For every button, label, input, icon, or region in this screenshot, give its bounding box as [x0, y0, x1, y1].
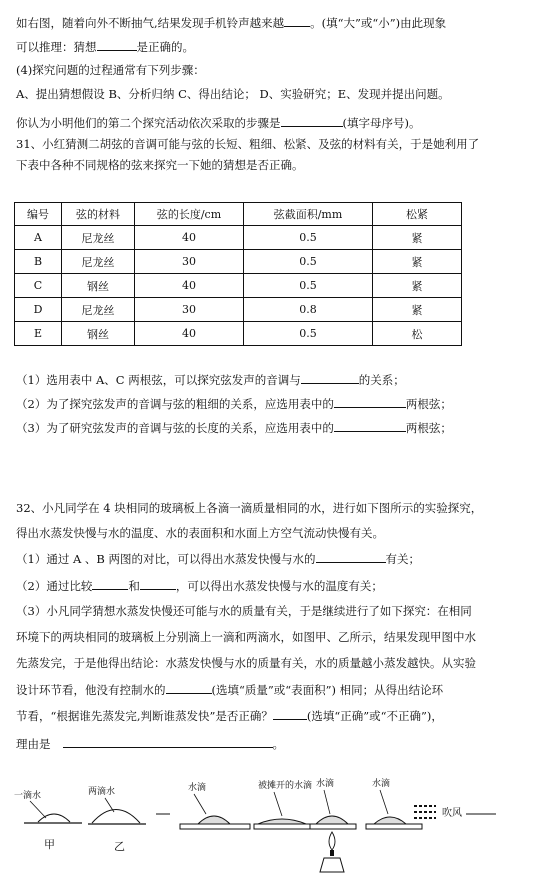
- q31-part-3-text-a: （3）为了研究弦发声的音调与弦的长度的关系，应选用表中的: [16, 421, 334, 435]
- table-row: [15, 322, 462, 346]
- line-2-text-b: 是正确的。: [136, 40, 194, 54]
- table-cell: E: [15, 322, 62, 346]
- table-header: 弦截面积/mm: [244, 203, 373, 226]
- table-header-row: [15, 203, 462, 226]
- line-4: A、提出猜想假设 B、分析归纳 C、得出结论； D、实验研究；E、发现并提出问题。: [16, 87, 450, 101]
- drop-a-icon: [198, 816, 230, 824]
- drop-d-icon: [374, 817, 406, 824]
- label-one-drop: 一滴水: [14, 791, 42, 801]
- q32-part-3-e-text-a: 节看，“根据谁先蒸发完,判断谁蒸发快”是否正确？: [16, 709, 273, 723]
- table-cell: 40: [135, 274, 244, 298]
- answer-blank-q31-2[interactable]: [334, 395, 406, 408]
- line-2: [16, 38, 194, 55]
- q32-part-2-text-c: ，可以得出水蒸发快慢与水的温度有关；: [175, 579, 383, 593]
- q31-part-2: [16, 395, 452, 412]
- table-cell: 尼龙丝: [62, 298, 135, 322]
- q32-part-1: [16, 550, 420, 567]
- answer-blank-loudness[interactable]: [284, 14, 310, 27]
- q32-part-3-e: [16, 707, 443, 724]
- leader-line-one-drop: [30, 801, 46, 818]
- q32-part-2-text-b: 和: [128, 579, 140, 593]
- line-1-text-a: 如右图，随着向外不断抽气,结果发现手机铃声越来越: [16, 16, 285, 30]
- answer-blank-q32-1[interactable]: [316, 550, 386, 563]
- table-cell: 0.5: [244, 322, 373, 346]
- glass-plate-b: [254, 824, 314, 829]
- q31-line-b: 下表中各种不同规格的弦来探究一下她的猜想是否正确。: [16, 158, 304, 172]
- glass-plate-a: [180, 824, 250, 829]
- answer-blank-q32-3a[interactable]: [166, 681, 212, 694]
- table-cell: D: [15, 298, 62, 322]
- q32-part-3-b: 环境下的两块相同的玻璃板上分别滴上一滴和两滴水，如图甲、乙所示，结果发现甲图中水: [16, 630, 476, 644]
- line-1-text-b: 。(填“大”或“小”)由此现象: [310, 16, 447, 30]
- label-water-drop-a: 水滴: [188, 783, 207, 793]
- q32-part-3-c: 先蒸发完，于是他得出结论：水蒸发快慢与水的质量有关，水的质量越小蒸发越快。从实验: [16, 656, 476, 670]
- table-cell: 尼龙丝: [62, 250, 135, 274]
- table-cell: C: [15, 274, 62, 298]
- q31-line-a: 31、小红猜测二胡弦的音调可能与弦的长短、粗细、松紧、及弦的材料有关，于是她利用了: [16, 137, 480, 151]
- label-two-drops: 两滴水: [88, 787, 116, 797]
- answer-blank-q32-3b[interactable]: [273, 707, 307, 720]
- wind-arrows-icon: [414, 806, 436, 818]
- answer-blank-hypothesis[interactable]: [97, 38, 137, 51]
- answer-blank-q31-3[interactable]: [334, 419, 406, 432]
- q32-part-3-f-text-a: 理由是: [16, 737, 51, 751]
- q31-part-1-text-b: 的关系；: [358, 373, 405, 387]
- leader-line-b: [274, 792, 282, 816]
- table-cell: 0.8: [244, 298, 373, 322]
- table-cell: B: [15, 250, 62, 274]
- leader-line-c: [324, 790, 330, 814]
- alcohol-lamp-icon: [320, 858, 344, 872]
- lamp-wick-icon: [330, 850, 334, 856]
- single-drop-icon: [38, 814, 70, 822]
- drop-c-icon: [316, 816, 348, 824]
- q32-part-1-text-a: （1）通过 A 、B 两图的对比，可以得出水蒸发快慢与水的: [16, 552, 316, 566]
- line-3: (4)探究问题的过程通常有下列步骤：: [16, 63, 205, 77]
- q32-part-3-e-text-b: (选填“正确”或“不正确”)，: [306, 709, 443, 723]
- table-row: [15, 226, 462, 250]
- q32-part-3-d-text-b: (选填“质量”或“表面积”) 相同；从得出结论环: [211, 683, 444, 697]
- label-wind: 吹风: [442, 808, 462, 819]
- q32-part-3-d-text-a: 设计环节看，他没有控制水的: [16, 683, 166, 697]
- answer-blank-q32-2b[interactable]: [140, 577, 176, 590]
- table-cell: 40: [135, 322, 244, 346]
- table-cell: 尼龙丝: [62, 226, 135, 250]
- table-header: 松紧: [373, 203, 462, 226]
- table-cell: 30: [135, 298, 244, 322]
- q31-part-3-text-b: 两根弦；: [405, 421, 452, 435]
- line-1: [16, 14, 446, 31]
- glass-plate-d: [366, 824, 422, 829]
- line-5: [16, 114, 420, 131]
- q32-part-3-a: （3）小凡同学猜想水蒸发快慢还可能与水的质量有关，于是继续进行了如下探究：在相同: [16, 604, 472, 618]
- leader-line-d: [380, 790, 388, 814]
- q32-line-b: 得出水蒸发快慢与水的温度、水的表面积和水面上方空气流动快慢有关。: [16, 526, 384, 540]
- q31-part-3: [16, 419, 452, 436]
- label-spread-drop: 被摊开的水滴: [258, 781, 313, 791]
- q32-part-2-text-a: （2）通过比较: [16, 579, 93, 593]
- table-cell: 0.5: [244, 274, 373, 298]
- table-row: [15, 250, 462, 274]
- table-cell: 钢丝: [62, 274, 135, 298]
- table-cell: 紧: [373, 298, 462, 322]
- label-water-drop-d: 水滴: [372, 779, 391, 789]
- table-cell: 0.5: [244, 250, 373, 274]
- table-header: 编号: [15, 203, 62, 226]
- table-header: 弦的长度/cm: [135, 203, 244, 226]
- q31-part-1-text-a: （1）选用表中 A、C 两根弦，可以探究弦发声的音调与: [16, 373, 301, 387]
- table-cell: 40: [135, 226, 244, 250]
- answer-blank-q32-3c[interactable]: [63, 735, 273, 748]
- line-2-text-a: 可以推理：猜想: [16, 40, 97, 54]
- leader-line-a: [194, 794, 206, 814]
- evaporation-figure: [10, 768, 530, 880]
- answer-blank-q31-1[interactable]: [301, 371, 359, 384]
- table-header: 弦的材料: [62, 203, 135, 226]
- q31-part-2-text-a: （2）为了探究弦发声的音调与弦的粗细的关系，应选用表中的: [16, 397, 334, 411]
- label-jia: 甲: [44, 838, 55, 851]
- table-cell: 松: [373, 322, 462, 346]
- q32-part-3-d: [16, 681, 443, 698]
- table-cell: 30: [135, 250, 244, 274]
- table-row: [15, 274, 462, 298]
- label-yi: 乙: [114, 840, 125, 853]
- line-5-text-a: 你认为小明他们的第二个探究活动依次采取的步骤是: [16, 116, 281, 130]
- q32-part-2: [16, 577, 383, 594]
- q32-part-3-f-text-b: 。: [272, 737, 284, 751]
- table-cell: 紧: [373, 274, 462, 298]
- table-cell: 钢丝: [62, 322, 135, 346]
- double-drop-icon: [92, 810, 140, 824]
- q32-part-3-f: [16, 735, 284, 752]
- q31-part-2-text-b: 两根弦；: [405, 397, 452, 411]
- glass-plate-c: [310, 824, 356, 829]
- q32-part-1-text-b: 有关；: [385, 552, 421, 566]
- answer-blank-steps[interactable]: [281, 114, 343, 127]
- q32-line-a: 32、小凡同学在 4 块相同的玻璃板上各滴一滴质量相同的水，进行如下图所示的实验探究，: [16, 501, 483, 515]
- table-row: [15, 298, 462, 322]
- table-cell: A: [15, 226, 62, 250]
- line-5-text-b: (填字母序号)。: [342, 116, 421, 130]
- q31-part-1: [16, 371, 405, 388]
- table-cell: 紧: [373, 250, 462, 274]
- string-spec-table: [14, 202, 462, 346]
- answer-blank-q32-2a[interactable]: [92, 577, 128, 590]
- table-cell: 0.5: [244, 226, 373, 250]
- table-cell: 紧: [373, 226, 462, 250]
- flame-icon: [329, 832, 335, 850]
- drop-b-icon: [258, 819, 306, 824]
- label-water-drop-c: 水滴: [316, 779, 335, 789]
